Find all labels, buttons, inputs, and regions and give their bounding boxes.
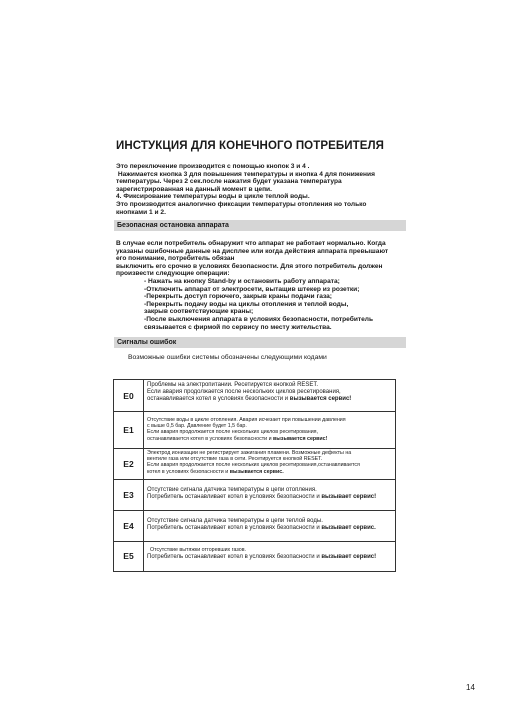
error-line [147, 525, 393, 532]
error-code: E4 [114, 510, 144, 541]
safe-step: -После выключения аппарата в условиях безопасности, потребитель [144, 315, 374, 323]
error-description [147, 382, 393, 404]
safe-step: - Нажать на кнопку Stand-by и остановить работу аппарата; [144, 277, 340, 285]
error-line: Отсутствие воды в цикле отопления. Авария исчезает при повышении давления [147, 417, 346, 423]
intro-paragraph [116, 163, 416, 216]
error-line [147, 469, 393, 475]
error-line-emphasis: вызывает сервис! [321, 554, 377, 561]
error-line: Проблемы на электропитании. Ресетируется кнопкой RESET. [147, 382, 319, 388]
error-line: Электрод ионизации не регистрирует зажигания пламени. Возможные дефекты на [147, 450, 352, 456]
safe-step: связывается с фирмой по сервису по месту жительства. [144, 323, 332, 331]
error-description [147, 417, 393, 442]
error-description [147, 450, 393, 475]
safe-step: -Отключить аппарат от электросети, вытащив штекер из розетки; [144, 285, 360, 293]
error-line-emphasis: вызывается сервис. [229, 468, 284, 475]
intro-line: Это производится аналогично фиксации температуры отопления но только [116, 200, 367, 208]
intro-line: кнопками 1 и 2. [116, 208, 166, 216]
error-line-text: останавливается котел в условиях безопасности и [147, 435, 274, 442]
error-line-text: Потребитель останавливает котел в условиях безопасности и [147, 554, 322, 561]
page-number: 14 [466, 683, 475, 692]
safe-line: его понимание, потребитель обязан [116, 255, 235, 263]
error-line: Если авария продолжается после нескольких циклов ресетирования,останавливается [147, 462, 360, 469]
safe-line: В случае если потребитель обнаружит что аппарат не работает нормально. Когда [116, 240, 386, 247]
error-description [147, 518, 393, 532]
intro-line: Нажимается кнопка 3 для повышения температуры и кнопка 4 для понижения [116, 170, 375, 178]
table-row [114, 411, 395, 449]
error-line: Отсутствие сигнала датчика температуры в цепи отопления. [147, 487, 317, 493]
error-code: E5 [114, 541, 144, 571]
error-description [147, 487, 393, 501]
intro-line: зарегистрированная на данный момент в цепи. [116, 185, 272, 193]
error-line-emphasis: вызывается сервис! [289, 396, 352, 403]
error-codes-table [113, 379, 396, 572]
error-line-text: останавливается котел в условиях безопасности и [147, 396, 290, 403]
error-line: Если авария продолжается после нескольких циклов ресетирования, [147, 429, 319, 436]
section-header-safe-stop: Безопасная остановка аппарата [114, 220, 406, 231]
error-line [147, 553, 393, 561]
error-line: Отсутствие сигнала датчика температуры в цепи теплой воды. [147, 518, 323, 524]
error-description [147, 547, 393, 561]
safe-line: выключить его срочно в условиях безопасности. Для этого потребитель должен [116, 262, 383, 270]
safe-line: указаны ошибочные данные на дисплее или когда действия аппарата превышают [116, 247, 389, 255]
intro-line: температуры. Через 2 сек.после нажатия будет указана температура [116, 178, 342, 186]
error-code: E2 [114, 448, 144, 479]
error-line-emphasis: вызывает сервис! [321, 494, 377, 501]
safe-step: -Перекрыть подачу воды на циклы отопления и теплой воды, [144, 300, 349, 308]
error-line [147, 436, 393, 442]
page-title: ИНСТУКЦИЯ ДЛЯ КОНЕЧНОГО ПОТРЕБИТЕЛЯ [116, 140, 385, 152]
error-line [147, 396, 393, 403]
error-line: Отсутствие вытяжки отгоревших газов. [150, 547, 246, 553]
table-row [114, 510, 395, 542]
error-line-emphasis: вызывает сервис. [321, 525, 376, 532]
error-code: E0 [114, 380, 144, 411]
error-line-text: Потребитель останавливает котел в условиях безопасности и [147, 525, 322, 532]
error-line-emphasis: вызывается сервис! [273, 435, 328, 442]
table-row [114, 479, 395, 511]
table-row [114, 448, 395, 480]
intro-line: Это переключение производится с помощью кнопок 3 и 4 . [116, 163, 310, 170]
errors-intro: Возможные ошибки системы обозначены следующими кодами [128, 354, 327, 361]
error-line-text: Потребитель останавливает котел в условиях безопасности и [147, 494, 322, 501]
safe-line: произвести следующие операции: [116, 270, 230, 278]
error-line [147, 494, 393, 501]
safe-stop-paragraph [116, 240, 416, 331]
table-row [114, 380, 395, 412]
table-row [114, 541, 395, 571]
intro-line: 4. Фиксирование температуры воды в цикле теплой воды. [116, 193, 310, 201]
error-line: вентиле газа или отсутствие газа в сети. Ресетируется кнопкой RESET. [147, 456, 323, 463]
error-code: E3 [114, 479, 144, 510]
error-line: Если авария продолжается после нескольких циклов ресетирования, [147, 389, 341, 396]
error-line-text: котел в условиях безопасности и [147, 468, 230, 475]
section-header-errors: Сигналы ошибок [114, 337, 406, 348]
safe-step: закрыв соответствующие краны; [144, 308, 254, 316]
error-code: E1 [114, 411, 144, 448]
error-line: с выше 0,5 бар. Давление будет 1,5 бар. [147, 423, 247, 430]
safe-step: -Перекрыть доступ горючего, закрыв краны подачи газа; [144, 293, 332, 301]
